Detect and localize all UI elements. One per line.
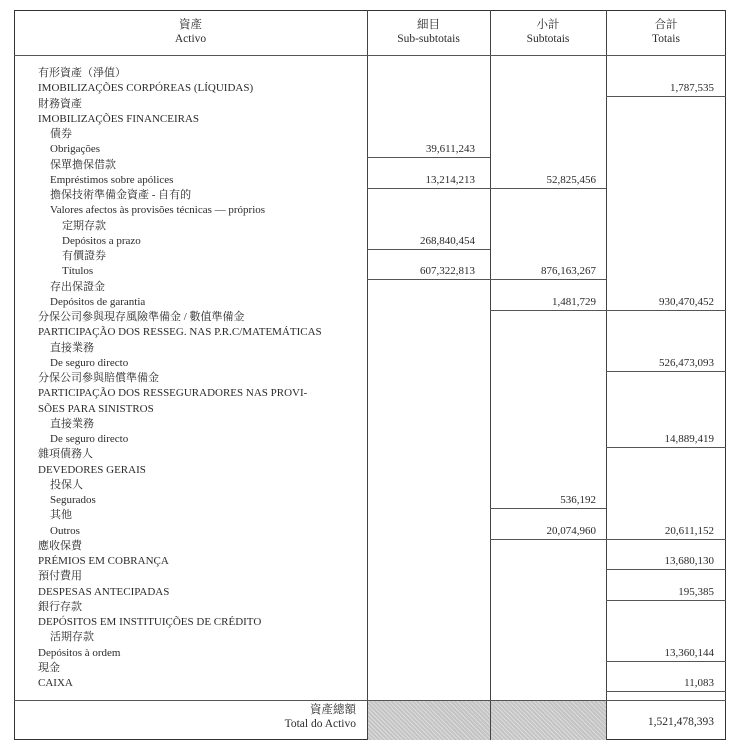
header-total-pt: Totais — [652, 33, 680, 45]
cell-rule — [490, 188, 606, 189]
header-label-zh: 資產 — [179, 19, 202, 31]
header-subtotal-pt: Subtotais — [526, 33, 570, 45]
row-label: 分保公司參與現存風險準備金 / 數值準備金 — [38, 311, 245, 323]
row-label: DEVEDORES GERAIS — [38, 463, 146, 476]
cell-rule — [367, 188, 490, 189]
row-label: 分保公司參與賠償準備金 — [38, 372, 159, 384]
row-value-subtotal: 52,825,456 — [546, 173, 596, 186]
row-label: Títulos — [62, 265, 94, 278]
row-label: 直接業務 — [50, 417, 94, 430]
row-label: De seguro directo — [50, 356, 129, 369]
row-label: 有形資產（淨值） — [38, 67, 126, 79]
cell-rule — [490, 508, 606, 509]
row-label: Empréstimos sobre apólices — [50, 173, 174, 186]
row-value-sub: 268,840,454 — [420, 234, 475, 247]
row-value-subtotal: 876,163,267 — [541, 265, 596, 278]
header-sub-zh: 細目 — [417, 19, 440, 31]
row-label: 定期存款 — [62, 219, 106, 232]
column-divider — [490, 10, 491, 740]
total-label-pt: Total do Activo — [284, 718, 356, 730]
row-value-sub: 39,611,243 — [425, 143, 475, 156]
row-label: DESPESAS ANTECIPADAS — [38, 585, 170, 598]
row-label: Segurados — [50, 494, 96, 506]
cell-rule — [606, 569, 726, 570]
row-label: 銀行存款 — [38, 600, 82, 613]
row-label: SÕES PARA SINISTROS — [38, 402, 154, 415]
header-sub-pt: Sub-subtotais — [397, 33, 460, 45]
cell-rule — [490, 539, 606, 540]
row-label: 預付費用 — [38, 570, 82, 583]
row-value-total: 13,680,130 — [664, 555, 714, 567]
row-label: 有價證券 — [62, 250, 106, 262]
cell-rule — [367, 157, 490, 158]
row-label: PRÉMIOS EM COBRANÇA — [38, 555, 169, 567]
row-value-subtotal: 1,481,729 — [552, 295, 596, 308]
row-value-sub: 13,214,213 — [425, 173, 475, 186]
column-divider — [367, 10, 368, 740]
row-label: De seguro directo — [50, 433, 129, 445]
row-label: CAIXA — [38, 677, 73, 689]
row-label: Valores afectos às provisões técnicas — próprios — [50, 204, 266, 217]
row-label: 活期存款 — [50, 631, 94, 644]
row-label: 保單擔保借款 — [50, 158, 116, 171]
row-label: 擔保技術準備金資產 - 自有的 — [50, 189, 192, 201]
header-subtotal-zh: 小計 — [536, 19, 560, 31]
cell-rule — [606, 310, 726, 311]
cell-rule — [606, 96, 726, 97]
row-label: 存出保證金 — [50, 280, 105, 293]
cell-rule — [606, 539, 726, 540]
total-value: 1,521,478,393 — [647, 716, 714, 728]
row-label: PARTICIPAÇÃO DOS RESSEGURADORES NAS PROVI- — [38, 387, 308, 400]
row-label: 投保人 — [50, 478, 83, 491]
header-total-zh: 合計 — [654, 19, 678, 31]
header-sub-subtotais — [367, 18, 490, 46]
row-value-total: 14,889,419 — [664, 433, 714, 445]
header-rule — [14, 55, 726, 56]
header-totais — [606, 18, 726, 46]
row-value-subtotal: 20,074,960 — [546, 524, 596, 537]
row-label: Outros — [50, 524, 80, 537]
row-label: 直接業務 — [50, 341, 94, 354]
row-label: IMOBILIZAÇÕES CORPÓREAS (LÍQUIDAS) — [38, 82, 254, 95]
cell-rule — [490, 310, 606, 311]
row-value-total: 1,787,535 — [670, 82, 714, 95]
row-label: IMOBILIZAÇÕES FINANCEIRAS — [38, 112, 200, 125]
header-label-pt: Activo — [174, 33, 207, 45]
header-activo — [14, 18, 367, 46]
row-value-total: 195,385 — [678, 585, 714, 598]
row-label: 債券 — [50, 128, 72, 140]
row-label: 財務資產 — [38, 97, 82, 110]
total-label-zh: 資產總額 — [310, 704, 356, 716]
row-value-total: 13,360,144 — [664, 646, 714, 659]
row-label: 應收保費 — [38, 539, 82, 552]
cell-rule — [367, 279, 490, 280]
shaded-cell — [368, 700, 490, 740]
row-label: 現金 — [38, 661, 60, 674]
cell-rule — [490, 279, 606, 280]
cell-rule — [606, 600, 726, 601]
row-value-total: 11,083 — [684, 677, 714, 689]
header-subtotais — [490, 18, 606, 46]
cell-rule — [606, 447, 726, 448]
row-label: Depósitos à ordem — [38, 646, 121, 659]
row-label: 其他 — [50, 509, 72, 522]
row-value-total: 930,470,452 — [659, 295, 714, 308]
row-label: Depósitos de garantia — [50, 295, 146, 308]
cell-rule — [606, 691, 726, 692]
row-label: Obrigações — [50, 143, 101, 156]
row-value-total: 20,611,152 — [664, 524, 714, 537]
row-value-subtotal: 536,192 — [560, 494, 596, 506]
row-label: Depósitos a prazo — [62, 234, 141, 247]
cell-rule — [367, 249, 490, 250]
cell-rule — [606, 661, 726, 662]
row-value-sub: 607,322,813 — [420, 265, 475, 278]
row-value-total: 526,473,093 — [659, 356, 714, 369]
total-rule — [14, 700, 726, 701]
cell-rule — [606, 371, 726, 372]
row-label: 雜項債務人 — [38, 448, 93, 461]
row-label: DEPÓSITOS EM INSTITUIÇÕES DE CRÉDITO — [38, 616, 262, 628]
row-label: PARTICIPAÇÃO DOS RESSEG. NAS P.R.C/MATEMÁTICAS — [38, 326, 322, 339]
shaded-cell — [491, 700, 606, 740]
column-divider — [606, 10, 607, 740]
